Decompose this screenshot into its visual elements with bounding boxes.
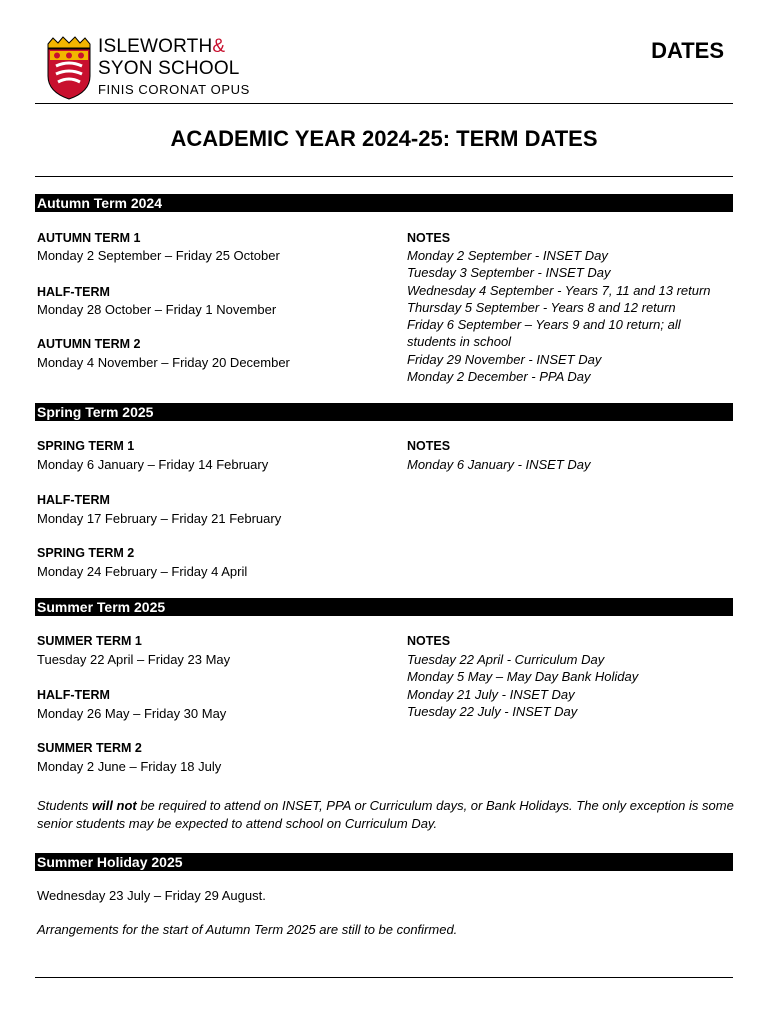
note-item: Friday 29 November - INSET Day xyxy=(407,351,602,367)
term-heading: SPRING TERM 2 xyxy=(37,546,135,560)
term-dates: Monday 28 October – Friday 1 November xyxy=(37,302,277,317)
notes-heading: NOTES xyxy=(407,439,451,453)
term-dates: Tuesday 22 April – Friday 23 May xyxy=(37,652,231,667)
ampersand: & xyxy=(212,36,226,57)
term-dates: Monday 17 February – Friday 21 February xyxy=(37,511,282,526)
term-heading: SUMMER TERM 1 xyxy=(37,634,142,648)
section-bar-holiday: Summer Holiday 2025 xyxy=(35,853,733,871)
section-label: DATES xyxy=(651,38,724,63)
term-dates: Monday 24 February – Friday 4 April xyxy=(37,564,248,579)
term-dates: Monday 2 September – Friday 25 October xyxy=(37,248,280,263)
section-bar-autumn: Autumn Term 2024 xyxy=(35,194,733,212)
attendance-note: Students will not be required to attend on INSET, PPA or Curriculum days, or Bank Holidays. The only exception is some senior students may be expected to attend school on Curriculum Day. xyxy=(37,798,734,831)
note-item: Friday 6 September – Years 9 and 10 return; all xyxy=(407,317,681,333)
note-item: Monday 21 July - INSET Day xyxy=(407,686,575,702)
term-dates: Monday 2 June – Friday 18 July xyxy=(37,759,222,774)
school-name: ISLEWORTH& SYON SCHOOL xyxy=(98,36,240,79)
note-item: Monday 2 September - INSET Day xyxy=(407,248,608,263)
divider xyxy=(35,176,733,177)
term-heading: HALF-TERM xyxy=(37,493,110,507)
note-item: Monday 2 December - PPA Day xyxy=(407,369,591,385)
note-item: Monday 5 May – May Day Bank Holiday xyxy=(407,669,639,685)
note-item: Wednesday 4 September - Years 7, 11 and 13 return xyxy=(407,282,711,298)
holiday-note: Arrangements for the start of Autumn Term 2025 are still to be confirmed. xyxy=(37,922,458,937)
note-item: Tuesday 3 September - INSET Day xyxy=(407,265,611,281)
page-title: ACADEMIC YEAR 2024-25: TERM DATES xyxy=(170,126,598,151)
term-dates: Monday 26 May – Friday 30 May xyxy=(37,706,227,721)
note-item: Monday 6 January - INSET Day xyxy=(407,457,591,472)
section-bar-spring: Spring Term 2025 xyxy=(35,403,733,421)
notes-list xyxy=(407,651,638,720)
note-item: students in school xyxy=(407,334,512,350)
notes-heading: NOTES xyxy=(407,634,451,648)
note-item: Tuesday 22 April - Curriculum Day xyxy=(407,652,605,667)
notes-list xyxy=(407,456,591,473)
notes-heading: NOTES xyxy=(407,231,451,245)
note-item: Tuesday 22 July - INSET Day xyxy=(407,703,578,719)
notes-list xyxy=(407,247,711,385)
divider xyxy=(35,103,733,104)
term-heading: HALF-TERM xyxy=(37,285,110,299)
school-motto: FINIS CORONAT OPUS xyxy=(98,82,250,97)
note-item: Thursday 5 September - Years 8 and 12 return xyxy=(407,299,676,315)
divider xyxy=(35,977,733,978)
term-heading: SUMMER TERM 2 xyxy=(37,741,142,755)
term-heading: SPRING TERM 1 xyxy=(37,439,135,453)
term-dates: Monday 6 January – Friday 14 February xyxy=(37,457,269,472)
term-heading: HALF-TERM xyxy=(37,688,110,702)
section-bar-summer: Summer Term 2025 xyxy=(35,598,733,616)
term-heading: AUTUMN TERM 2 xyxy=(37,337,141,351)
emphasis: will not xyxy=(91,798,137,813)
holiday-dates: Wednesday 23 July – Friday 29 August. xyxy=(37,888,266,903)
term-dates: Monday 4 November – Friday 20 December xyxy=(37,355,290,370)
document-header xyxy=(0,0,768,104)
term-heading: AUTUMN TERM 1 xyxy=(37,231,141,245)
school-crest-icon xyxy=(46,36,92,100)
